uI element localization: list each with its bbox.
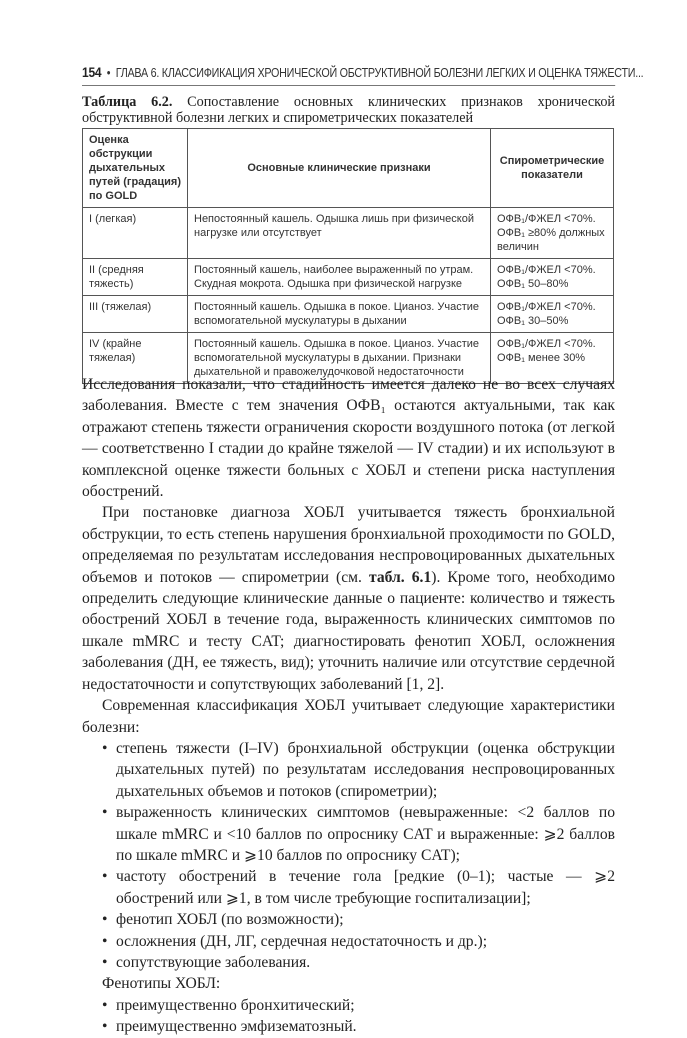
table-cell: IV (крайне тяжелая)	[83, 333, 188, 384]
table-reference: табл. 6.1	[369, 568, 432, 586]
table-caption-text: Сопоставление основных клинических признаков хронической обструктивной болезни легких и спирометрических показателей	[82, 94, 616, 126]
phenotypes-heading: Фенотипы ХОБЛ:	[102, 975, 221, 993]
running-header	[82, 64, 644, 86]
list-item: • преимущественно эмфизематозный.	[82, 1016, 615, 1037]
table-cell: Постоянный кашель. Одышка в покое. Цианоз. Участие вспомогательной мускулатуры в дыхании	[188, 296, 491, 333]
table-cell: II (средняя тяжесть)	[83, 259, 188, 296]
header-bullet: •	[106, 66, 111, 80]
table-row	[83, 208, 614, 259]
table-cell: III (тяжелая)	[83, 296, 188, 333]
paragraph	[82, 502, 615, 695]
paragraph: Современная классификация ХОБЛ учитывает следующие характеристики болезни:	[82, 697, 615, 736]
table-cell: ОФВ₁/ФЖЕЛ <70%. ОФВ₁ ≥80% должных величин	[491, 208, 614, 259]
phenotypes-list	[82, 995, 615, 1038]
list-item: • степень тяжести (I–IV) бронхиальной обструкции (оценка обструкции дыхательных путей) по результатам исследования неспровоцированных дыхательных объемов и потоков (спирометрии);	[82, 738, 615, 802]
list-item: • сопутствующие заболевания.	[82, 952, 615, 973]
paragraph-text: ). Кроме того, необходимо определить следующие клинические данные о пациенте: количество и тяжесть обострений ХОБЛ в течение года, выраженность клинических симптомов по шкале mMRC и тесту CAT; диагностировать фенотип ХОБЛ, осложнения заболевания (ДН, ее тяжесть, вид); уточнить наличие или отсутствие сердечной недостаточности и сопутствующих заболеваний [1, 2].	[82, 568, 616, 693]
paragraph-text: При постановке диагноза ХОБЛ учитывается тяжесть бронхиальной обструкции, то есть степень нарушения бронхиальной проходимости по GOLD, определяемая по результатам исследования неспровоцированных дыхательных объемов и потоков — спирометрии (см.	[82, 504, 615, 586]
table-cell: ОФВ₁/ФЖЕЛ <70%. ОФВ₁ менее 30%	[491, 333, 614, 384]
body-text	[82, 374, 615, 1038]
table-row	[83, 259, 614, 296]
table-caption	[82, 94, 615, 126]
paragraph: Исследования показали, что стадийность имеется далеко не во всех случаях заболевания. Вместе с тем значения ОФВ₁ остаются актуальными, так как отражают степень тяжести ограничения скорости воздушного потока (от легкой — соответственно I стадии до крайне тяжелой — IV стадии) и их используют в комплексной оценке тяжести больных с ХОБЛ и степени риска наступления обострений.	[82, 376, 615, 501]
table-cell: ОФВ₁/ФЖЕЛ <70%. ОФВ₁ 50–80%	[491, 259, 614, 296]
list-item: • осложнения (ДН, ЛГ, сердечная недостаточность и др.);	[82, 931, 615, 952]
gold-table	[82, 128, 614, 384]
chapter-title: ГЛАВА 6. КЛАССИФИКАЦИЯ ХРОНИЧЕСКОЙ ОБСТРУКТИВНОЙ БОЛЕЗНИ ЛЕГКИХ И ОЦЕНКА ТЯЖЕСТИ...	[115, 66, 644, 80]
list-item: • выраженность клинических симптомов (невыраженные: <2 баллов по шкале mMRC и <10 баллов по опроснику CAT и выраженные: ⩾2 баллов по шкале mMRC и ⩾10 баллов по опроснику CAT);	[82, 802, 615, 866]
table-cell: Непостоянный кашель. Одышка лишь при физической нагрузке или отсутствует	[188, 208, 491, 259]
header-cell: Оценка обструкции дыхательных путей (градация) по GOLD	[83, 129, 188, 208]
header-cell: Основные клинические признаки	[188, 129, 491, 208]
table-cell: I (легкая)	[83, 208, 188, 259]
page-number: 154	[82, 64, 102, 80]
list-item: • фенотип ХОБЛ (по возможности);	[82, 909, 615, 930]
table-cell: ОФВ₁/ФЖЕЛ <70%. ОФВ₁ 30–50%	[491, 296, 614, 333]
table-cell: Постоянный кашель, наиболее выраженный по утрам. Скудная мокрота. Одышка при физической нагрузке	[188, 259, 491, 296]
characteristics-list	[82, 738, 615, 973]
table-cell: Постоянный кашель. Одышка в покое. Цианоз. Участие вспомогательной мускулатуры в дыхании. Признаки дыхательной и правожелудочковой недостаточности	[188, 333, 491, 384]
table-header-row	[83, 129, 614, 208]
list-item: • частоту обострений в течение гола [редкие (0–1); частые — ⩾2 обострений или ⩾1, в том числе требующие госпитализации];	[82, 866, 615, 909]
table-label: Таблица 6.2.	[82, 94, 173, 110]
header-cell: Спирометрические показатели	[491, 129, 614, 208]
list-item: • преимущественно бронхитический;	[82, 995, 615, 1016]
table-row	[83, 296, 614, 333]
